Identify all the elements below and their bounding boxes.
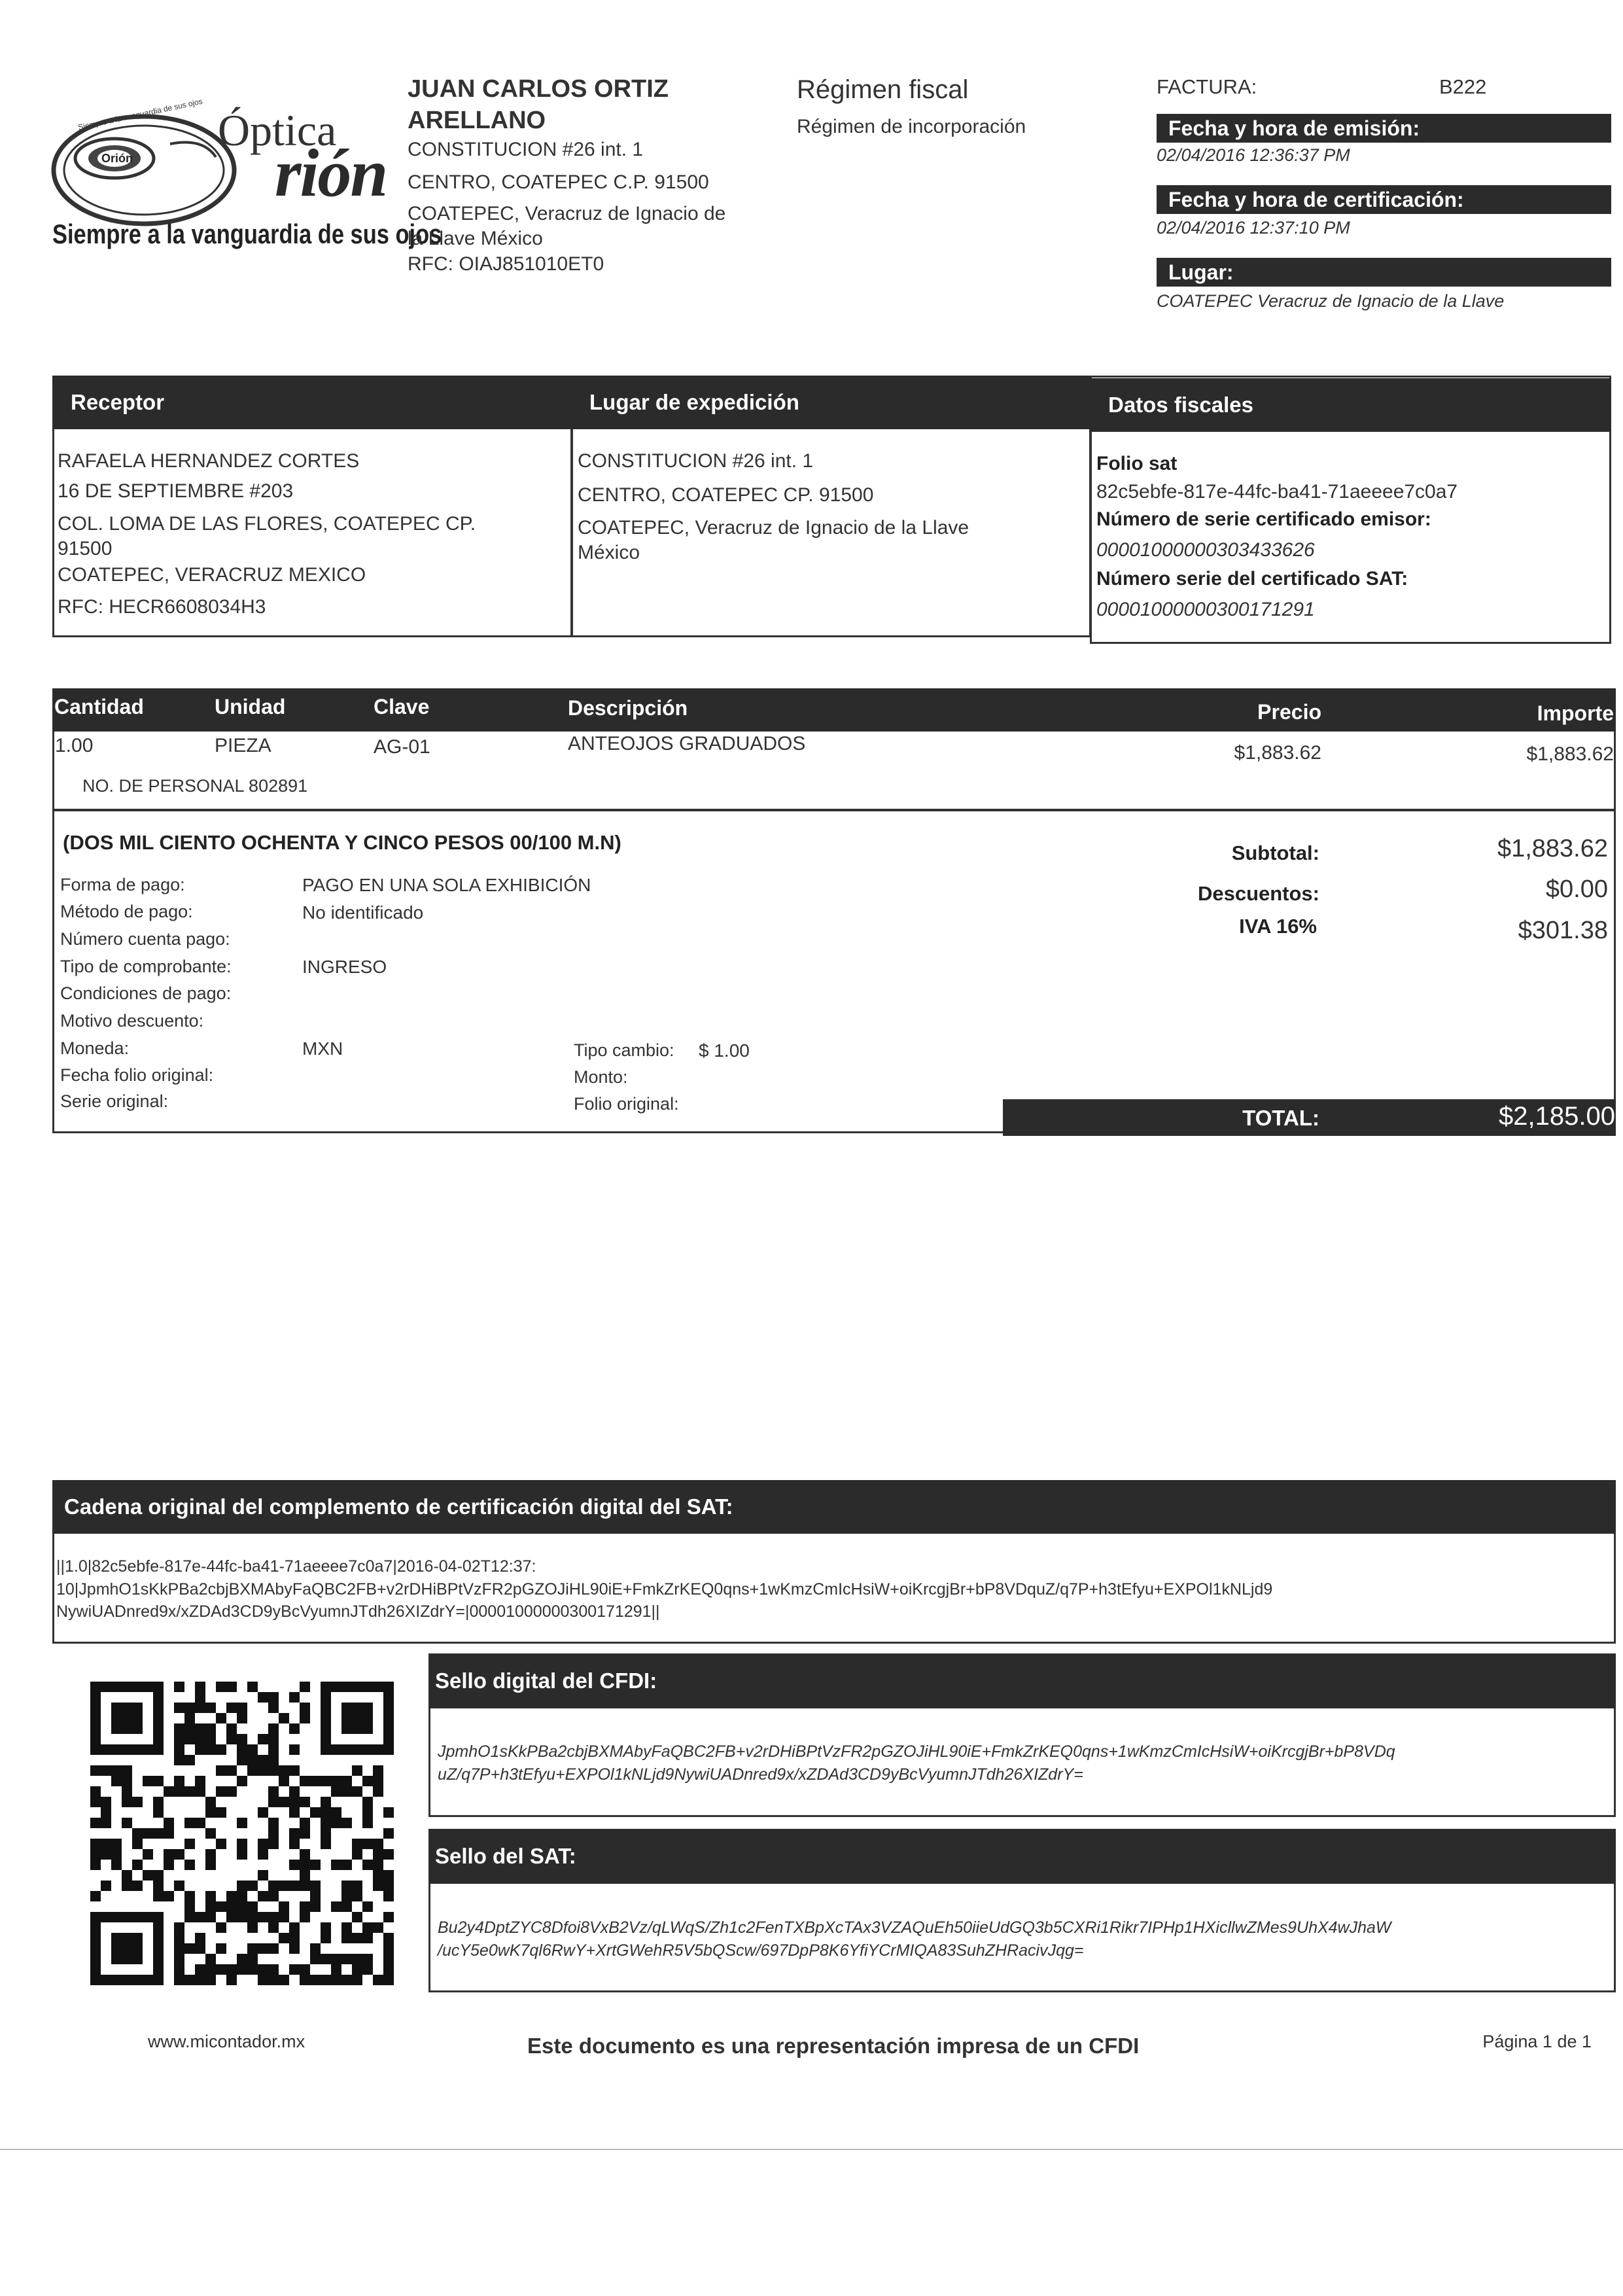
metodo-pago-value: No identificado: [302, 902, 424, 923]
logo-eye-text: Orión: [101, 152, 133, 165]
expedicion-header: Lugar de expedición: [571, 376, 1091, 429]
issuer-address-line1: CONSTITUCION #26 int. 1: [408, 139, 644, 160]
cuenta-pago-label: Número cuenta pago:: [60, 929, 230, 949]
row-descripcion: ANTEOJOS GRADUADOS: [568, 733, 806, 754]
cadena-line3: NywiUADnred9x/xZDAd3CD9yBcVyumnJTdh26XIZdrY=|00001000000300171291||: [56, 1602, 660, 1621]
logo-brand-main: rión: [275, 135, 387, 211]
cadena-line1: ||1.0|82c5ebfe-817e-44fc-ba41-71aeeee7c0a7|2016-04-02T12:37:: [56, 1557, 536, 1576]
sello-cfdi-line2: uZ/q7P+h3tEfyu+EXPOl1kNLjd9NywiUADnred9x/xZDAd3CD9yBcVyumnJTdh26XIZdrY=: [438, 1765, 1083, 1784]
sello-sat-line1: Bu2y4DptZYC8Dfoi8VxB2Vz/qLWqS/Zh1c2FenTXBpXcTAx3VZAQuEh50iieUdGQ3b5CXRi1Rikr7IPHp1HXicllwZMes9UhX4wJhaW: [438, 1918, 1391, 1937]
moneda-value: MXN: [302, 1038, 343, 1059]
regimen-value: Régimen de incorporación: [797, 116, 1026, 137]
certificacion-label: Fecha y hora de certificación:: [1157, 185, 1611, 214]
sello-cfdi-line1: JpmhO1sKkPBa2cbjBXMAbyFaQBC2FB+v2rDHiBPtVzFR2pGZOJiHL90iE+FmkZrKEQ0qns+1wKmzCmIcHsiW+oiKrcgjBr+bP8VDq: [438, 1742, 1395, 1761]
row-importe: $1,883.62: [1526, 743, 1614, 765]
serie-original-label: Serie original:: [60, 1091, 169, 1111]
serie-sat-label: Número serie del certificado SAT:: [1096, 568, 1408, 590]
moneda-label: Moneda:: [60, 1038, 130, 1058]
amount-words: (DOS MIL CIENTO OCHENTA Y CINCO PESOS 00/100 M.N): [63, 831, 621, 854]
receptor-header: Receptor: [52, 376, 572, 429]
folio-sat-value: 82c5ebfe-817e-44fc-ba41-71aeeee7c0a7: [1096, 481, 1458, 503]
total-label: TOTAL:: [1242, 1106, 1319, 1130]
qr-code: [90, 1682, 395, 1989]
motivo-descuento-label: Motivo descuento:: [60, 1011, 204, 1031]
row-clave: AG-01: [374, 736, 430, 758]
tipo-cambio-value: $ 1.00: [699, 1040, 750, 1061]
row-unidad: PIEZA: [215, 735, 271, 756]
descuentos-label: Descuentos:: [1197, 882, 1319, 905]
regimen-title: Régimen fiscal: [797, 75, 969, 104]
receptor-rfc: RFC: HECR6608034H3: [58, 596, 266, 618]
expedicion-line1: CONSTITUCION #26 int. 1: [578, 450, 814, 472]
folio-original-label: Folio original:: [574, 1094, 679, 1114]
fiscales-header: Datos fiscales: [1090, 378, 1611, 432]
expedicion-line3: COATEPEC, Veracruz de Ignacio de la Llave: [578, 517, 969, 539]
lugar-value: COATEPEC Veracruz de Ignacio de la Llave: [1157, 291, 1505, 311]
cadena-line2: 10|JpmhO1sKkPBa2cbjBXMAbyFaQBC2FB+v2rDHiBPtVzFR2pGZOJiHL90iE+FmkZrKEQ0qns+1wKmzCmIcHsiW+oiKrcgjBr+bP8VDquZ/q7P+h3tEfyu+EXPOl1kNLjd9: [56, 1580, 1273, 1598]
row-cantidad: 1.00: [55, 735, 94, 756]
tipo-comprobante-value: INGRESO: [302, 957, 387, 977]
receptor-line1: RAFAELA HERNANDEZ CORTES: [58, 450, 360, 472]
serie-sat-value: 00001000000300171291: [1096, 599, 1315, 620]
forma-pago-value: PAGO EN UNA SOLA EXHIBICIÓN: [302, 875, 591, 895]
serie-emisor-value: 00001000000303433626: [1096, 539, 1315, 561]
receptor-line2: 16 DE SEPTIEMBRE #203: [58, 480, 294, 502]
subtotal-label: Subtotal:: [1231, 841, 1319, 864]
sello-sat-header: Sello del SAT:: [428, 1829, 1616, 1884]
expedicion-line2: CENTRO, COATEPEC CP. 91500: [578, 484, 874, 506]
certificacion-value: 02/04/2016 12:37:10 PM: [1157, 218, 1350, 238]
descuentos-value: $0.00: [1545, 875, 1608, 903]
footer-page: Página 1 de 1: [1482, 2032, 1592, 2051]
logo-ring-text: Siempre a la vanguardia de sus ojos: [77, 96, 203, 132]
issuer-address-line3: COATEPEC, Veracruz de Ignacio de: [408, 203, 726, 224]
col-cantidad: Cantidad: [54, 695, 144, 718]
factura-value: B222: [1439, 75, 1487, 98]
footer-legend: Este documento es una representación impresa de un CFDI: [527, 2034, 1140, 2058]
logo-tagline: Siempre a la vanguardia de sus ojos: [52, 219, 442, 249]
iva-value: $301.38: [1518, 917, 1608, 944]
issuer-address-line4: la Llave México: [408, 228, 543, 249]
factura-label: FACTURA:: [1157, 75, 1257, 98]
row-precio: $1,883.62: [1234, 742, 1321, 764]
receptor-line4: 91500: [58, 538, 113, 559]
issuer-name-line2: ARELLANO: [408, 107, 546, 134]
row-note: NO. DE PERSONAL 802891: [82, 776, 308, 796]
tipo-comprobante-label: Tipo de comprobante:: [60, 957, 232, 976]
subtotal-value: $1,883.62: [1497, 835, 1608, 862]
col-importe: Importe: [1537, 701, 1614, 725]
condiciones-label: Condiciones de pago:: [60, 983, 232, 1003]
logo-brand-top: Óptica: [218, 105, 337, 155]
receptor-line5: COATEPEC, VERACRUZ MEXICO: [58, 564, 366, 586]
footer-website: www.micontador.mx: [148, 2032, 305, 2051]
serie-emisor-label: Número de serie certificado emisor:: [1096, 508, 1431, 530]
receptor-line3: COL. LOMA DE LAS FLORES, COATEPEC CP.: [58, 513, 476, 535]
col-unidad: Unidad: [215, 695, 286, 718]
page-divider: [0, 2149, 1623, 2150]
col-clave: Clave: [374, 695, 430, 718]
items-header-bar: [52, 688, 1616, 732]
issuer-name-line1: JUAN CARLOS ORTIZ: [408, 75, 669, 103]
folio-sat-label: Folio sat: [1096, 453, 1178, 474]
issuer-rfc: RFC: OIAJ851010ET0: [408, 253, 604, 275]
tipo-cambio-label: Tipo cambio:: [574, 1040, 674, 1060]
sello-sat-line2: /ucY5e0wK7ql6RwY+XrtGWehR5V5bQScw/697DpP8K6YfiYCrMIQA83SuhZHRacivJqg=: [438, 1941, 1084, 1960]
col-precio: Precio: [1257, 700, 1321, 724]
iva-label: IVA 16%: [1239, 915, 1317, 938]
cadena-header: Cadena original del complemento de certificación digital del SAT:: [52, 1480, 1616, 1534]
lugar-label: Lugar:: [1157, 258, 1611, 287]
fecha-folio-label: Fecha folio original:: [60, 1065, 214, 1085]
expedicion-line4: México: [578, 542, 640, 563]
emision-value: 02/04/2016 12:36:37 PM: [1157, 145, 1350, 165]
summary-box: [52, 809, 1616, 1133]
issuer-address-line2: CENTRO, COATEPEC C.P. 91500: [408, 171, 709, 193]
emision-label: Fecha y hora de emisión:: [1157, 114, 1611, 143]
forma-pago-label: Forma de pago:: [60, 875, 185, 894]
metodo-pago-label: Método de pago:: [60, 902, 193, 921]
monto-label: Monto:: [574, 1067, 628, 1087]
sello-cfdi-header: Sello digital del CFDI:: [428, 1653, 1616, 1708]
total-value: $2,185.00: [1499, 1102, 1615, 1131]
col-descripcion: Descripción: [568, 696, 688, 720]
